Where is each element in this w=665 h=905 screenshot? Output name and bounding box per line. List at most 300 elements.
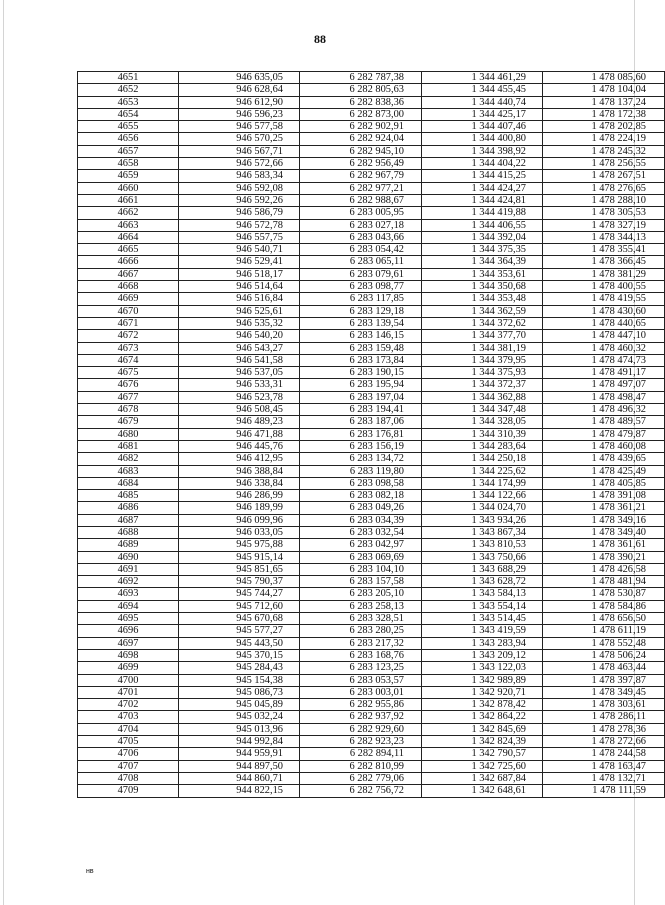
point-number-cell: 4686 [78, 502, 179, 514]
coord-c-cell: 1 344 375,93 [422, 367, 543, 379]
point-number-cell: 4671 [78, 317, 179, 329]
coord-d-cell: 1 478 491,17 [543, 367, 665, 379]
coord-c-cell: 1 343 122,03 [422, 662, 543, 674]
coord-d-cell: 1 478 085,60 [543, 72, 665, 84]
point-number-cell: 4693 [78, 588, 179, 600]
table-row [78, 281, 665, 293]
coord-a-cell: 946 471,88 [179, 428, 300, 440]
point-number-cell: 4705 [78, 736, 179, 748]
coord-a-cell: 946 189,99 [179, 502, 300, 514]
coord-d-cell: 1 478 278,36 [543, 723, 665, 735]
coord-b-cell: 6 283 168,76 [300, 649, 422, 661]
coord-a-cell: 946 540,71 [179, 244, 300, 256]
coord-b-cell: 6 283 049,26 [300, 502, 422, 514]
coord-c-cell: 1 344 375,35 [422, 244, 543, 256]
point-number-cell: 4654 [78, 108, 179, 120]
coord-c-cell: 1 344 024,70 [422, 502, 543, 514]
coord-b-cell: 6 283 134,72 [300, 453, 422, 465]
coord-a-cell: 946 537,05 [179, 367, 300, 379]
coord-a-cell: 945 744,27 [179, 588, 300, 600]
coord-a-cell: 946 514,64 [179, 281, 300, 293]
coord-c-cell: 1 342 790,57 [422, 748, 543, 760]
point-number-cell: 4668 [78, 281, 179, 293]
table-row [78, 539, 665, 551]
coord-b-cell: 6 283 217,32 [300, 637, 422, 649]
point-number-cell: 4678 [78, 404, 179, 416]
coord-d-cell: 1 478 361,21 [543, 502, 665, 514]
coord-d-cell: 1 478 391,08 [543, 490, 665, 502]
point-number-cell: 4691 [78, 563, 179, 575]
coord-b-cell: 6 283 328,51 [300, 613, 422, 625]
coord-a-cell: 946 338,84 [179, 477, 300, 489]
coord-a-cell: 946 523,78 [179, 391, 300, 403]
coord-d-cell: 1 478 327,19 [543, 219, 665, 231]
coord-d-cell: 1 478 288,10 [543, 194, 665, 206]
coord-a-cell: 946 543,27 [179, 342, 300, 354]
point-number-cell: 4656 [78, 133, 179, 145]
coord-d-cell: 1 478 267,51 [543, 170, 665, 182]
coord-a-cell: 945 975,88 [179, 539, 300, 551]
coord-d-cell: 1 478 381,29 [543, 268, 665, 280]
coord-c-cell: 1 344 377,70 [422, 330, 543, 342]
coord-a-cell: 945 284,43 [179, 662, 300, 674]
table-row [78, 526, 665, 538]
coord-c-cell: 1 344 353,48 [422, 293, 543, 305]
table-row [78, 490, 665, 502]
coord-a-cell: 946 388,84 [179, 465, 300, 477]
coord-d-cell: 1 478 481,94 [543, 576, 665, 588]
coord-b-cell: 6 283 043,66 [300, 231, 422, 243]
coord-a-cell: 946 583,34 [179, 170, 300, 182]
coord-c-cell: 1 344 425,17 [422, 108, 543, 120]
coord-b-cell: 6 283 034,39 [300, 514, 422, 526]
table-row [78, 736, 665, 748]
coord-a-cell: 944 897,50 [179, 760, 300, 772]
coord-c-cell: 1 344 328,05 [422, 416, 543, 428]
table-row [78, 379, 665, 391]
coord-b-cell: 6 283 098,77 [300, 281, 422, 293]
coord-a-cell: 945 790,37 [179, 576, 300, 588]
coord-c-cell: 1 344 225,62 [422, 465, 543, 477]
table-row [78, 108, 665, 120]
coord-a-cell: 946 586,79 [179, 207, 300, 219]
table-row [78, 477, 665, 489]
coord-c-cell: 1 344 419,88 [422, 207, 543, 219]
coord-b-cell: 6 283 280,25 [300, 625, 422, 637]
coord-d-cell: 1 478 366,45 [543, 256, 665, 268]
coord-c-cell: 1 344 174,99 [422, 477, 543, 489]
coord-d-cell: 1 478 447,10 [543, 330, 665, 342]
coord-d-cell: 1 478 202,85 [543, 121, 665, 133]
coord-a-cell: 946 489,23 [179, 416, 300, 428]
coord-b-cell: 6 282 805,63 [300, 84, 422, 96]
coord-a-cell: 946 518,17 [179, 268, 300, 280]
table-row [78, 145, 665, 157]
coord-b-cell: 6 283 190,15 [300, 367, 422, 379]
coord-d-cell: 1 478 489,57 [543, 416, 665, 428]
coord-c-cell: 1 344 461,29 [422, 72, 543, 84]
table-row [78, 772, 665, 784]
coord-a-cell: 946 099,96 [179, 514, 300, 526]
coord-c-cell: 1 344 283,64 [422, 440, 543, 452]
coord-d-cell: 1 478 430,60 [543, 305, 665, 317]
point-number-cell: 4694 [78, 600, 179, 612]
coord-a-cell: 946 412,95 [179, 453, 300, 465]
coord-d-cell: 1 478 426,58 [543, 563, 665, 575]
point-number-cell: 4697 [78, 637, 179, 649]
coord-b-cell: 6 283 042,97 [300, 539, 422, 551]
coord-b-cell: 6 283 146,15 [300, 330, 422, 342]
coord-b-cell: 6 283 194,41 [300, 404, 422, 416]
coord-b-cell: 6 282 810,99 [300, 760, 422, 772]
coord-a-cell: 945 915,14 [179, 551, 300, 563]
coord-a-cell: 945 045,89 [179, 699, 300, 711]
coord-a-cell: 946 628,64 [179, 84, 300, 96]
coord-b-cell: 6 282 937,92 [300, 711, 422, 723]
point-number-cell: 4657 [78, 145, 179, 157]
coord-a-cell: 946 572,66 [179, 158, 300, 170]
point-number-cell: 4666 [78, 256, 179, 268]
coord-c-cell: 1 344 406,55 [422, 219, 543, 231]
coord-d-cell: 1 478 497,07 [543, 379, 665, 391]
coord-c-cell: 1 344 364,39 [422, 256, 543, 268]
coord-d-cell: 1 478 390,21 [543, 551, 665, 563]
table-row [78, 305, 665, 317]
coord-a-cell: 945 154,38 [179, 674, 300, 686]
coord-c-cell: 1 342 920,71 [422, 686, 543, 698]
coord-a-cell: 946 535,32 [179, 317, 300, 329]
table-row [78, 244, 665, 256]
point-number-cell: 4667 [78, 268, 179, 280]
table-row [78, 354, 665, 366]
coord-c-cell: 1 343 934,26 [422, 514, 543, 526]
coord-a-cell: 946 286,99 [179, 490, 300, 502]
coord-d-cell: 1 478 137,24 [543, 96, 665, 108]
coord-c-cell: 1 343 584,13 [422, 588, 543, 600]
coord-b-cell: 6 283 054,42 [300, 244, 422, 256]
coord-a-cell: 945 370,15 [179, 649, 300, 661]
coord-c-cell: 1 344 250,18 [422, 453, 543, 465]
table-row [78, 613, 665, 625]
coord-d-cell: 1 478 463,44 [543, 662, 665, 674]
coord-c-cell: 1 344 310,39 [422, 428, 543, 440]
coord-d-cell: 1 478 474,73 [543, 354, 665, 366]
coord-c-cell: 1 344 381,19 [422, 342, 543, 354]
table-row [78, 342, 665, 354]
coord-b-cell: 6 283 159,48 [300, 342, 422, 354]
coord-a-cell: 946 592,26 [179, 194, 300, 206]
coord-d-cell: 1 478 172,38 [543, 108, 665, 120]
coord-c-cell: 1 344 379,95 [422, 354, 543, 366]
coord-a-cell: 946 592,08 [179, 182, 300, 194]
table-row [78, 637, 665, 649]
coord-c-cell: 1 344 415,25 [422, 170, 543, 182]
table-row [78, 231, 665, 243]
coord-d-cell: 1 478 349,40 [543, 526, 665, 538]
coord-c-cell: 1 344 398,92 [422, 145, 543, 157]
coord-a-cell: 946 541,58 [179, 354, 300, 366]
point-number-cell: 4682 [78, 453, 179, 465]
point-number-cell: 4679 [78, 416, 179, 428]
coord-d-cell: 1 478 425,49 [543, 465, 665, 477]
coord-c-cell: 1 342 864,22 [422, 711, 543, 723]
table-row [78, 760, 665, 772]
coord-c-cell: 1 342 687,84 [422, 772, 543, 784]
coord-b-cell: 6 283 258,13 [300, 600, 422, 612]
point-number-cell: 4709 [78, 785, 179, 797]
coord-d-cell: 1 478 256,55 [543, 158, 665, 170]
point-number-cell: 4652 [78, 84, 179, 96]
table-row [78, 121, 665, 133]
coord-b-cell: 6 283 065,11 [300, 256, 422, 268]
coord-b-cell: 6 282 902,91 [300, 121, 422, 133]
coord-d-cell: 1 478 305,53 [543, 207, 665, 219]
point-number-cell: 4651 [78, 72, 179, 84]
coord-b-cell: 6 282 779,06 [300, 772, 422, 784]
table-row [78, 293, 665, 305]
table-row [78, 268, 665, 280]
coord-b-cell: 6 282 929,60 [300, 723, 422, 735]
coord-d-cell: 1 478 400,55 [543, 281, 665, 293]
point-number-cell: 4675 [78, 367, 179, 379]
coord-d-cell: 1 478 584,86 [543, 600, 665, 612]
coord-c-cell: 1 343 514,45 [422, 613, 543, 625]
coord-b-cell: 6 283 205,10 [300, 588, 422, 600]
table-row [78, 256, 665, 268]
point-number-cell: 4685 [78, 490, 179, 502]
table-row [78, 723, 665, 735]
point-number-cell: 4706 [78, 748, 179, 760]
coord-d-cell: 1 478 132,71 [543, 772, 665, 784]
coord-c-cell: 1 343 209,12 [422, 649, 543, 661]
coord-c-cell: 1 342 648,61 [422, 785, 543, 797]
coord-a-cell: 946 529,41 [179, 256, 300, 268]
coord-a-cell: 946 445,76 [179, 440, 300, 452]
point-number-cell: 4689 [78, 539, 179, 551]
table-row [78, 662, 665, 674]
coord-b-cell: 6 282 924,04 [300, 133, 422, 145]
coord-c-cell: 1 344 353,61 [422, 268, 543, 280]
coord-c-cell: 1 344 362,88 [422, 391, 543, 403]
point-number-cell: 4662 [78, 207, 179, 219]
table-row [78, 785, 665, 797]
table-row [78, 649, 665, 661]
table-row [78, 551, 665, 563]
coord-d-cell: 1 478 656,50 [543, 613, 665, 625]
coord-c-cell: 1 343 810,53 [422, 539, 543, 551]
point-number-cell: 4661 [78, 194, 179, 206]
coord-b-cell: 6 282 956,49 [300, 158, 422, 170]
table-row [78, 84, 665, 96]
table-row [78, 686, 665, 698]
coord-b-cell: 6 283 157,58 [300, 576, 422, 588]
point-number-cell: 4703 [78, 711, 179, 723]
point-number-cell: 4681 [78, 440, 179, 452]
table-row [78, 674, 665, 686]
coord-d-cell: 1 478 349,16 [543, 514, 665, 526]
coord-b-cell: 6 282 977,21 [300, 182, 422, 194]
table-row [78, 404, 665, 416]
coord-c-cell: 1 344 455,45 [422, 84, 543, 96]
point-number-cell: 4659 [78, 170, 179, 182]
coord-a-cell: 945 577,27 [179, 625, 300, 637]
coord-a-cell: 946 635,05 [179, 72, 300, 84]
table-row [78, 563, 665, 575]
point-number-cell: 4674 [78, 354, 179, 366]
table-row [78, 588, 665, 600]
coord-b-cell: 6 282 955,86 [300, 699, 422, 711]
coord-b-cell: 6 282 988,67 [300, 194, 422, 206]
point-number-cell: 4664 [78, 231, 179, 243]
coord-b-cell: 6 283 027,18 [300, 219, 422, 231]
point-number-cell: 4692 [78, 576, 179, 588]
coord-d-cell: 1 478 498,47 [543, 391, 665, 403]
point-number-cell: 4677 [78, 391, 179, 403]
coord-d-cell: 1 478 611,19 [543, 625, 665, 637]
coord-a-cell: 945 851,65 [179, 563, 300, 575]
coord-c-cell: 1 343 628,72 [422, 576, 543, 588]
table-row [78, 317, 665, 329]
coord-c-cell: 1 343 283,94 [422, 637, 543, 649]
point-number-cell: 4698 [78, 649, 179, 661]
coord-a-cell: 946 508,45 [179, 404, 300, 416]
coord-a-cell: 944 860,71 [179, 772, 300, 784]
table-row [78, 465, 665, 477]
coord-a-cell: 946 516,84 [179, 293, 300, 305]
coord-a-cell: 945 086,73 [179, 686, 300, 698]
coord-d-cell: 1 478 245,32 [543, 145, 665, 157]
coord-d-cell: 1 478 344,13 [543, 231, 665, 243]
coord-d-cell: 1 478 405,85 [543, 477, 665, 489]
table-row [78, 440, 665, 452]
coord-a-cell: 945 443,50 [179, 637, 300, 649]
footer-mark: нв [86, 868, 94, 875]
point-number-cell: 4680 [78, 428, 179, 440]
coord-c-cell: 1 344 362,59 [422, 305, 543, 317]
table-row [78, 194, 665, 206]
point-number-cell: 4663 [78, 219, 179, 231]
point-number-cell: 4669 [78, 293, 179, 305]
scan-edge-left [3, 0, 4, 905]
coord-d-cell: 1 478 479,87 [543, 428, 665, 440]
coord-b-cell: 6 283 069,69 [300, 551, 422, 563]
coord-d-cell: 1 478 460,08 [543, 440, 665, 452]
point-number-cell: 4683 [78, 465, 179, 477]
coordinates-table-body [78, 72, 665, 798]
point-number-cell: 4684 [78, 477, 179, 489]
point-number-cell: 4653 [78, 96, 179, 108]
point-number-cell: 4655 [78, 121, 179, 133]
coord-a-cell: 946 612,90 [179, 96, 300, 108]
coord-b-cell: 6 282 945,10 [300, 145, 422, 157]
coord-d-cell: 1 478 303,61 [543, 699, 665, 711]
coord-d-cell: 1 478 397,87 [543, 674, 665, 686]
point-number-cell: 4700 [78, 674, 179, 686]
coord-c-cell: 1 342 878,42 [422, 699, 543, 711]
coord-d-cell: 1 478 440,65 [543, 317, 665, 329]
coord-c-cell: 1 344 440,74 [422, 96, 543, 108]
coord-d-cell: 1 478 111,59 [543, 785, 665, 797]
coord-d-cell: 1 478 552,48 [543, 637, 665, 649]
point-number-cell: 4670 [78, 305, 179, 317]
coord-b-cell: 6 283 098,58 [300, 477, 422, 489]
table-row [78, 133, 665, 145]
coord-a-cell: 946 033,05 [179, 526, 300, 538]
coord-a-cell: 946 596,23 [179, 108, 300, 120]
coord-c-cell: 1 344 392,04 [422, 231, 543, 243]
coord-a-cell: 946 577,58 [179, 121, 300, 133]
point-number-cell: 4687 [78, 514, 179, 526]
point-number-cell: 4702 [78, 699, 179, 711]
table-row [78, 625, 665, 637]
coord-b-cell: 6 283 129,18 [300, 305, 422, 317]
coord-c-cell: 1 342 824,39 [422, 736, 543, 748]
coord-b-cell: 6 283 003,01 [300, 686, 422, 698]
coord-a-cell: 946 540,20 [179, 330, 300, 342]
coord-b-cell: 6 283 173,84 [300, 354, 422, 366]
coord-b-cell: 6 283 195,94 [300, 379, 422, 391]
coord-b-cell: 6 283 005,95 [300, 207, 422, 219]
table-row [78, 219, 665, 231]
coord-b-cell: 6 283 053,57 [300, 674, 422, 686]
coord-c-cell: 1 343 867,34 [422, 526, 543, 538]
coord-d-cell: 1 478 530,87 [543, 588, 665, 600]
point-number-cell: 4696 [78, 625, 179, 637]
table-row [78, 453, 665, 465]
point-number-cell: 4695 [78, 613, 179, 625]
coord-c-cell: 1 342 989,89 [422, 674, 543, 686]
table-row [78, 428, 665, 440]
coord-b-cell: 6 283 104,10 [300, 563, 422, 575]
table-row [78, 711, 665, 723]
coordinates-table [77, 71, 665, 798]
coord-a-cell: 944 822,15 [179, 785, 300, 797]
coord-b-cell: 6 282 787,38 [300, 72, 422, 84]
table-row [78, 170, 665, 182]
coord-d-cell: 1 478 439,65 [543, 453, 665, 465]
coord-c-cell: 1 343 750,66 [422, 551, 543, 563]
point-number-cell: 4672 [78, 330, 179, 342]
coord-c-cell: 1 344 372,37 [422, 379, 543, 391]
coord-b-cell: 6 283 156,19 [300, 440, 422, 452]
point-number-cell: 4707 [78, 760, 179, 772]
table-row [78, 699, 665, 711]
coord-b-cell: 6 283 123,25 [300, 662, 422, 674]
table-row [78, 416, 665, 428]
coord-b-cell: 6 283 117,85 [300, 293, 422, 305]
table-row [78, 207, 665, 219]
point-number-cell: 4688 [78, 526, 179, 538]
coord-b-cell: 6 283 082,18 [300, 490, 422, 502]
table-row [78, 96, 665, 108]
coord-a-cell: 944 992,84 [179, 736, 300, 748]
coord-d-cell: 1 478 286,11 [543, 711, 665, 723]
coord-c-cell: 1 344 350,68 [422, 281, 543, 293]
coord-c-cell: 1 342 845,69 [422, 723, 543, 735]
table-row [78, 576, 665, 588]
coord-a-cell: 946 572,78 [179, 219, 300, 231]
table-row [78, 391, 665, 403]
coord-c-cell: 1 344 407,46 [422, 121, 543, 133]
coord-c-cell: 1 344 122,66 [422, 490, 543, 502]
coord-d-cell: 1 478 419,55 [543, 293, 665, 305]
table-row [78, 748, 665, 760]
coord-c-cell: 1 344 400,80 [422, 133, 543, 145]
coord-b-cell: 6 283 197,04 [300, 391, 422, 403]
coord-d-cell: 1 478 276,65 [543, 182, 665, 194]
coord-b-cell: 6 282 838,36 [300, 96, 422, 108]
coord-a-cell: 946 567,71 [179, 145, 300, 157]
